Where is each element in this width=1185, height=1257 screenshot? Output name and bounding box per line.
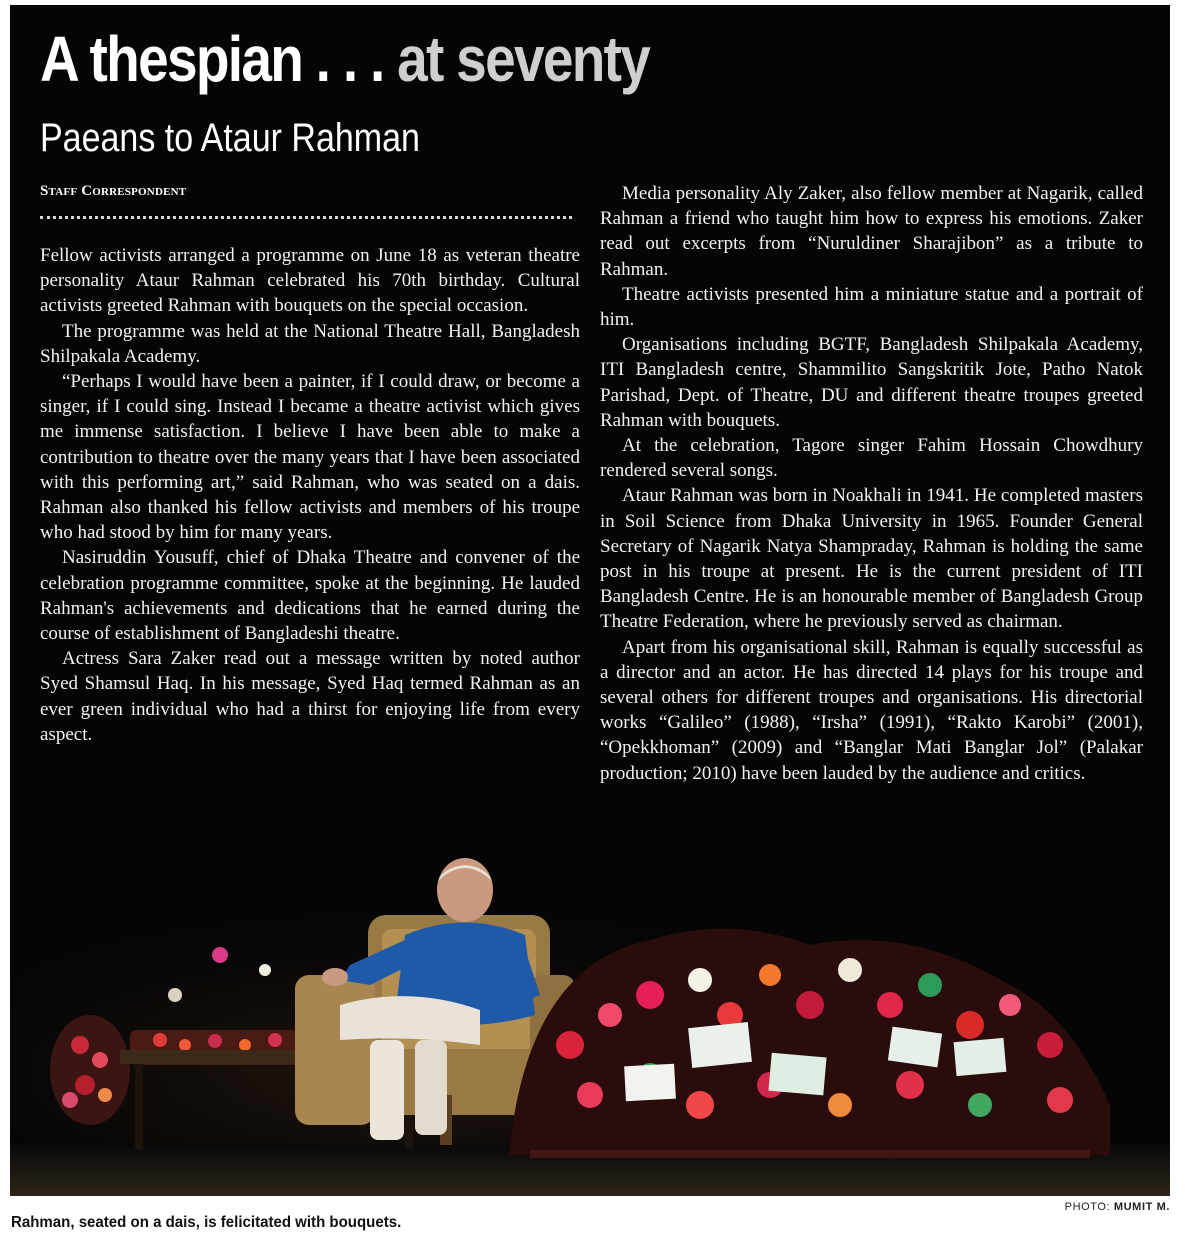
- paragraph: Nasiruddin Yousuff, chief of Dhaka Theatre and convener of the celebration programme committee, spoke at the beginning. He lauded Rahman's achievements and dedications that he earned during the course of establishment of Bangladeshi theatre.: [40, 547, 580, 645]
- paragraph: Actress Sara Zaker read out a message written by noted author Syed Shamsul Haq. In his message, Syed Haq termed Rahman as an ever green individual who had a thirst for enjoying life from every aspect.: [40, 648, 580, 745]
- byline-divider: [40, 216, 572, 219]
- photo-caption: Rahman, seated on a dais, is felicitated with bouquets.: [11, 1214, 402, 1231]
- headline-part-2: at seventy: [397, 23, 650, 95]
- paragraph: At the celebration, Tagore singer Fahim Hossain Chowdhury rendered several songs.: [600, 435, 1143, 482]
- article-panel: [10, 5, 1170, 1196]
- photo-credit-label: PHOTO:: [1064, 1201, 1111, 1213]
- subheadline: Paeans to Ataur Rahman: [40, 116, 420, 160]
- paragraph: Media personality Aly Zaker, also fellow member at Nagarik, called Rahman a friend who taught him how to express his emotions. Zaker read out excerpts from “Nuruldiner Sharajibon” as a tribute to Rahman.: [600, 183, 1143, 280]
- paragraph: Organisations including BGTF, Bangladesh Shilpakala Academy, ITI Bangladesh centre, Shammilito Sangskritik Jote, Patho Natok Parishad, Dept. of Theatre, DU and different theatre troupes greeted Rahman with bouquets.: [600, 334, 1143, 431]
- photo-credit: [1065, 1201, 1170, 1213]
- paragraph: The programme was held at the National Theatre Hall, Bangladesh Shilpakala Academy.: [40, 320, 580, 367]
- stage-photo: [10, 845, 1170, 1196]
- paragraph: Theatre activists presented him a miniature statue and a portrait of him.: [600, 283, 1143, 331]
- paragraph: Ataur Rahman was born in Noakhali in 1941. He completed masters in Soil Science from Dhaka University in 1965. Founder General Secretary of Nagarik Natya Shampraday, Rahman is holding the same post in his troupe at present. He is the current president of ITI Bangladesh Centre. He is an honourable member of Bangladesh Group Theatre Federation, where he previously served as chairman.: [600, 485, 1143, 633]
- headline-part-1: A thespian . . .: [40, 23, 384, 95]
- paragraph: Fellow activists arranged a programme on June 18 as veteran theatre personality Ataur Rahman celebrated his 70th birthday. Cultural activists greeted Rahman with bouquets on the special occasion.: [40, 245, 580, 317]
- headline: [40, 19, 649, 99]
- article-column-right: [600, 181, 1143, 786]
- paragraph: “Perhaps I would have been a painter, if I could draw, or become a singer, if I could sing. Instead I became a theatre activist which gives me immense satisfaction. I believe I have been able to make a contribution to theatre over the many years that I have been associated with this performing art,” said Rahman, who was seated on a dais. Rahman also thanked his fellow activists and members of his troupe who had stood by him for many years.: [40, 371, 580, 544]
- photo-credit-name: MUMIT M.: [1113, 1201, 1170, 1213]
- paragraph: Apart from his organisational skill, Rahman is equally successful as a director and an actor. He has directed 14 plays for his troupe and several others for different troupes and organisations. His directorial works “Galileo” (1988), “Irsha” (1991), “Rakto Karobi” (2001), “Opekkhoman” (2009) and “Banglar Mati Banglar Jol” (Palakar production; 2010) have been lauded by the audience and critics.: [600, 636, 1143, 784]
- byline: Staff Correspondent: [40, 183, 187, 199]
- article-column-left: [40, 243, 580, 747]
- stage-photo-illustration: [10, 845, 1170, 1196]
